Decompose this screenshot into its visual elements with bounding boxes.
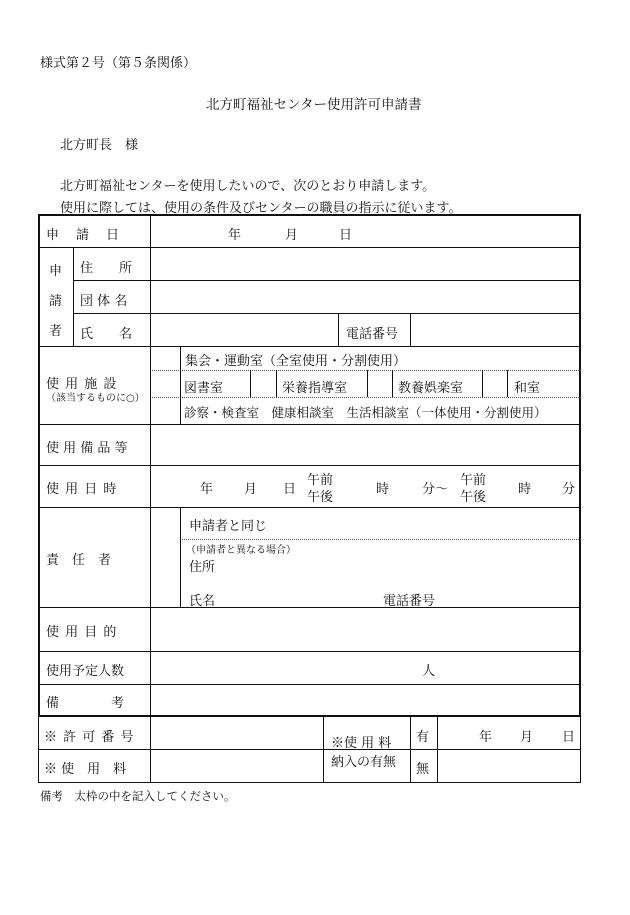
office-year: 年 bbox=[479, 730, 493, 745]
purpose-label: 使 用 目 的 bbox=[46, 625, 118, 640]
responsible-name-label: 氏名 bbox=[189, 594, 216, 609]
fee-label: ※ 使 用 料 bbox=[44, 762, 127, 777]
applicant-org-field[interactable] bbox=[152, 282, 579, 311]
apply-date-label: 申 請 日 bbox=[46, 228, 122, 243]
intro-line-1: 北方町福祉センターを使用したいので、次のとおり申請します。 bbox=[60, 179, 436, 194]
applicant-name-label: 氏 名 bbox=[80, 327, 133, 342]
people-unit: 人 bbox=[422, 664, 436, 679]
remarks-label: 備 考 bbox=[46, 696, 125, 711]
datetime-day: 日 bbox=[283, 482, 297, 497]
fee-paid-label-1: ※使 用 料 bbox=[331, 736, 392, 751]
permit-number-label: ※ 許 可 番 号 bbox=[44, 730, 135, 745]
applicant-label-2: 請 bbox=[49, 294, 63, 309]
datetime-hour-1: 時 bbox=[376, 482, 390, 497]
people-label: 使用予定人数 bbox=[46, 664, 125, 679]
responsible-label: 責 任 者 bbox=[46, 553, 112, 568]
facility-option-hall[interactable]: 集会・運動室（全室使用・分割使用） bbox=[185, 354, 407, 369]
facility-option-consult[interactable]: 診察・検査室 健康相談室 生活相談室（一体使用・分割使用） bbox=[184, 405, 547, 420]
purpose-field[interactable] bbox=[152, 609, 579, 649]
datetime-year: 年 bbox=[200, 482, 214, 497]
applicant-phone-field[interactable] bbox=[412, 315, 579, 344]
applicant-phone-label: 電話番号 bbox=[346, 327, 399, 342]
office-day: 日 bbox=[562, 730, 576, 745]
apply-date-month: 月 bbox=[285, 228, 299, 243]
people-field[interactable] bbox=[152, 653, 412, 682]
datetime-minute-2: 分 bbox=[562, 482, 576, 497]
fee-paid-label-2: 納入の有無 bbox=[331, 755, 397, 770]
facility-room-recreation[interactable]: 教養娯楽室 bbox=[398, 381, 464, 396]
applicant-label-1: 申 bbox=[49, 264, 63, 279]
datetime-am-2[interactable]: 午前 bbox=[460, 473, 487, 488]
apply-date-year: 年 bbox=[228, 228, 242, 243]
remarks-field[interactable] bbox=[152, 686, 579, 714]
fee-paid-no[interactable]: 無 bbox=[416, 762, 430, 777]
applicant-name-field[interactable] bbox=[152, 315, 336, 344]
facility-note: （該当するものに○） bbox=[46, 393, 145, 404]
apply-date-day: 日 bbox=[339, 228, 353, 243]
datetime-label: 使 用 日 時 bbox=[46, 482, 118, 497]
responsible-address-label: 住所 bbox=[189, 560, 216, 575]
applicant-org-label: 団 体 名 bbox=[80, 294, 128, 309]
applicant-label-3: 者 bbox=[49, 324, 63, 339]
datetime-am-1[interactable]: 午前 bbox=[307, 473, 334, 488]
facility-room-japanese[interactable]: 和室 bbox=[514, 381, 541, 396]
responsible-phone-label: 電話番号 bbox=[383, 594, 436, 609]
datetime-pm-1[interactable]: 午後 bbox=[307, 490, 334, 505]
responsible-address-field[interactable] bbox=[220, 552, 575, 576]
responsible-same[interactable]: 申請者と同じ bbox=[189, 519, 268, 534]
equipment-label: 使 用 備 品 等 bbox=[46, 441, 128, 456]
equipment-field[interactable] bbox=[152, 426, 579, 463]
facility-room-nutrition[interactable]: 栄養指導室 bbox=[282, 381, 348, 396]
form-number: 様式第２号（第５条関係） bbox=[40, 56, 197, 71]
fee-paid-yes[interactable]: 有 bbox=[416, 730, 430, 745]
datetime-hour-2: 時 bbox=[518, 482, 532, 497]
facility-room-library[interactable]: 図書室 bbox=[184, 381, 224, 396]
applicant-address-label: 住 所 bbox=[80, 261, 133, 276]
datetime-minute-tilde: 分～ bbox=[422, 482, 449, 497]
footnote: 備考 太枠の中を記入してください。 bbox=[40, 789, 236, 803]
datetime-pm-2[interactable]: 午後 bbox=[460, 490, 487, 505]
office-month: 月 bbox=[520, 730, 534, 745]
page-title: 北方町福祉センター使用許可申請書 bbox=[206, 97, 422, 113]
addressee: 北方町長 様 bbox=[60, 138, 139, 153]
facility-label: 使 用 施 設 bbox=[46, 377, 118, 392]
intro-line-2: 使用に際しては、使用の条件及びセンターの職員の指示に従います。 bbox=[60, 201, 462, 216]
responsible-diff-note: （申請者と異なる場合） bbox=[186, 545, 296, 556]
datetime-month: 月 bbox=[244, 482, 258, 497]
applicant-address-field[interactable] bbox=[152, 249, 579, 278]
